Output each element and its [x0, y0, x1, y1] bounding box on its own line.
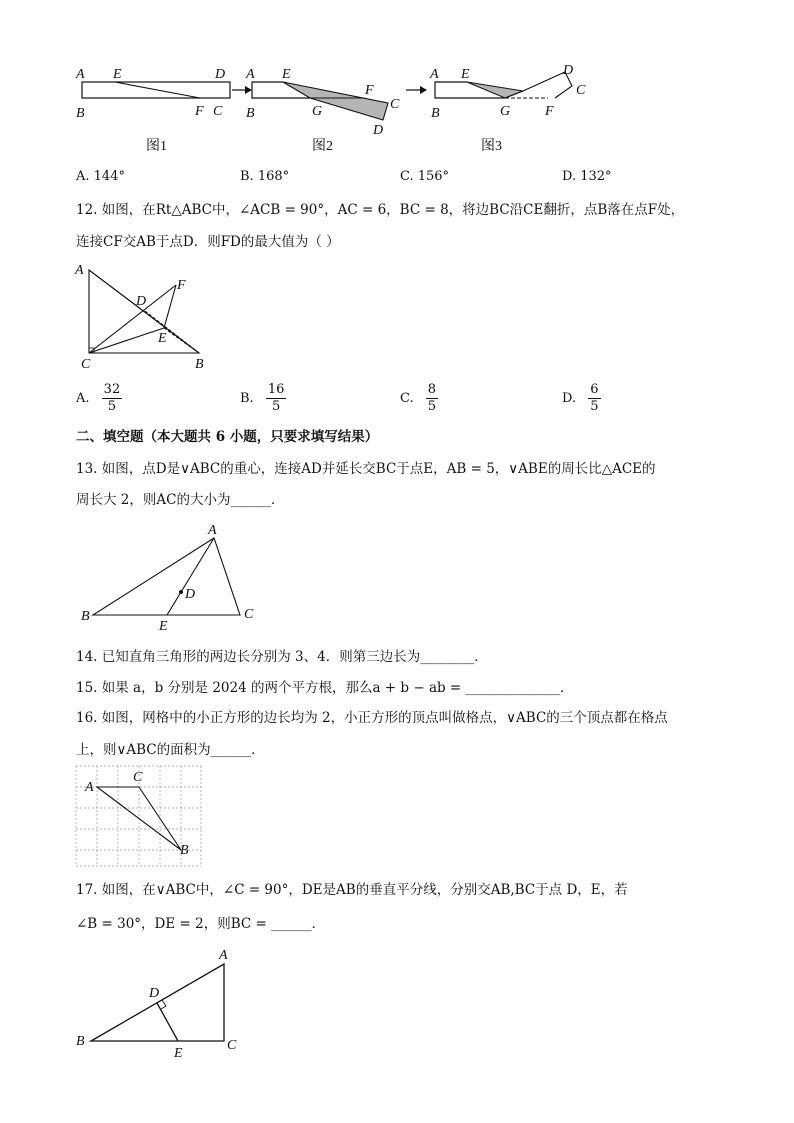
fig1-label-A: A	[76, 67, 85, 82]
q17-text-line2: ∠B = 30°，DE = 2，则BC = ______．	[76, 916, 326, 932]
q12-label-D: D	[136, 294, 147, 309]
q11-option-b: B. 168°	[240, 169, 290, 184]
fig2-caption: 图2	[312, 139, 333, 154]
q12-figure	[70, 258, 230, 373]
q14-text: 14. 已知直角三角形的两边长分别为 3、4．则第三边长为________．	[76, 649, 488, 665]
q13-label-A: A	[208, 523, 217, 538]
q17-label-B: B	[76, 1034, 85, 1049]
q16-label-A: A	[85, 780, 94, 795]
fig2-label-E: E	[282, 67, 291, 82]
fig3-label-D: D	[563, 63, 574, 78]
fig3-label-A: A	[430, 67, 439, 82]
q12-label-B: B	[195, 357, 204, 372]
q12-label-C: C	[81, 357, 91, 372]
q11-option-c: C. 156°	[400, 169, 450, 184]
q13-text-line2: 周长大 2，则AC的大小为______．	[76, 492, 285, 508]
fig1-caption: 图1	[146, 139, 167, 154]
fig2-label-A: A	[246, 67, 255, 82]
q13-figure	[75, 520, 265, 635]
section-2-heading: 二、填空题（本大题共 6 小题，只要求填写结果）	[76, 429, 379, 445]
q13-label-D: D	[185, 587, 196, 602]
q11-figure-3	[429, 63, 586, 121]
q16-grid-figure	[70, 762, 210, 870]
fig2-label-D: D	[373, 123, 384, 138]
fig1-label-B: B	[76, 106, 85, 121]
fig1-label-D: D	[215, 67, 226, 82]
q17-text-line1: 17. 如图，在∨ABC中，∠C = 90°，DE是AB的垂直平分线，分别交AB,BC于点 D，E，若	[76, 882, 628, 898]
fig1-label-F: F	[195, 104, 204, 119]
q12-label-A: A	[75, 263, 84, 278]
q13-text-line1: 13. 如图，点D是∨ABC的重心，连接AD并延长交BC于点E，AB = 5，∨ABE的周长比△ACE的	[76, 461, 656, 477]
q17-figure	[70, 942, 250, 1062]
q13-label-E: E	[159, 619, 168, 634]
q15-text: 15. 如果 a，b 分别是 2024 的两个平方根，那么a + b − ab = ______________．	[76, 680, 574, 696]
q11-option-d: D. 132°	[562, 169, 612, 184]
q11-figure-1	[75, 67, 230, 121]
fig3-label-B: B	[431, 106, 440, 121]
q17-label-A: A	[219, 948, 228, 963]
q12-option-a: A. $\frac{32}{5}$	[76, 382, 121, 414]
fig2-label-F: F	[365, 83, 374, 98]
fig1-label-E: E	[113, 67, 122, 82]
fig3-label-G: G	[500, 104, 511, 119]
q13-label-C: C	[244, 607, 254, 622]
q16-label-C: C	[133, 770, 143, 785]
fig3-caption: 图3	[481, 139, 502, 154]
q12-label-F: F	[177, 278, 186, 293]
fig2-label-C: C	[390, 97, 400, 112]
q17-label-D: D	[149, 986, 160, 1001]
q12-option-c: C. $\frac{8}{5}$	[400, 382, 437, 414]
fig3-label-E: E	[461, 67, 470, 82]
q16-text-line2: 上，则∨ABC的面积为______．	[76, 742, 265, 758]
q16-label-B: B	[180, 843, 189, 858]
q12-text-line2: 连接CF交AB于点D．则FD的最大值为（ ）	[76, 234, 340, 250]
q11-figures	[0, 55, 794, 165]
q17-label-C: C	[227, 1038, 237, 1053]
q12-label-E: E	[158, 331, 167, 346]
q12-option-b: B. $\frac{16}{5}$	[240, 382, 285, 414]
fig2-label-G: G	[312, 104, 323, 119]
q11-option-a: A. 144°	[76, 169, 125, 184]
q12-text-line1: 12. 如图，在Rt△ABC中，∠ACB = 90°，AC = 6，BC = 8，将边BC沿CE翻折，点B落在点F处，	[76, 202, 685, 218]
fig1-label-C: C	[213, 104, 223, 119]
fig2-label-B: B	[246, 106, 255, 121]
q17-label-E: E	[174, 1046, 183, 1061]
fig3-label-F: F	[545, 104, 554, 119]
q11-figure-2	[245, 67, 400, 138]
q16-text-line1: 16. 如图，网格中的小正方形的边长均为 2，小正方形的顶点叫做格点，∨ABC的三个顶点都在格点	[76, 710, 668, 726]
fig3-label-C: C	[576, 83, 586, 98]
q12-option-d: D. $\frac{6}{5}$	[562, 382, 599, 414]
q13-label-B: B	[81, 609, 90, 624]
